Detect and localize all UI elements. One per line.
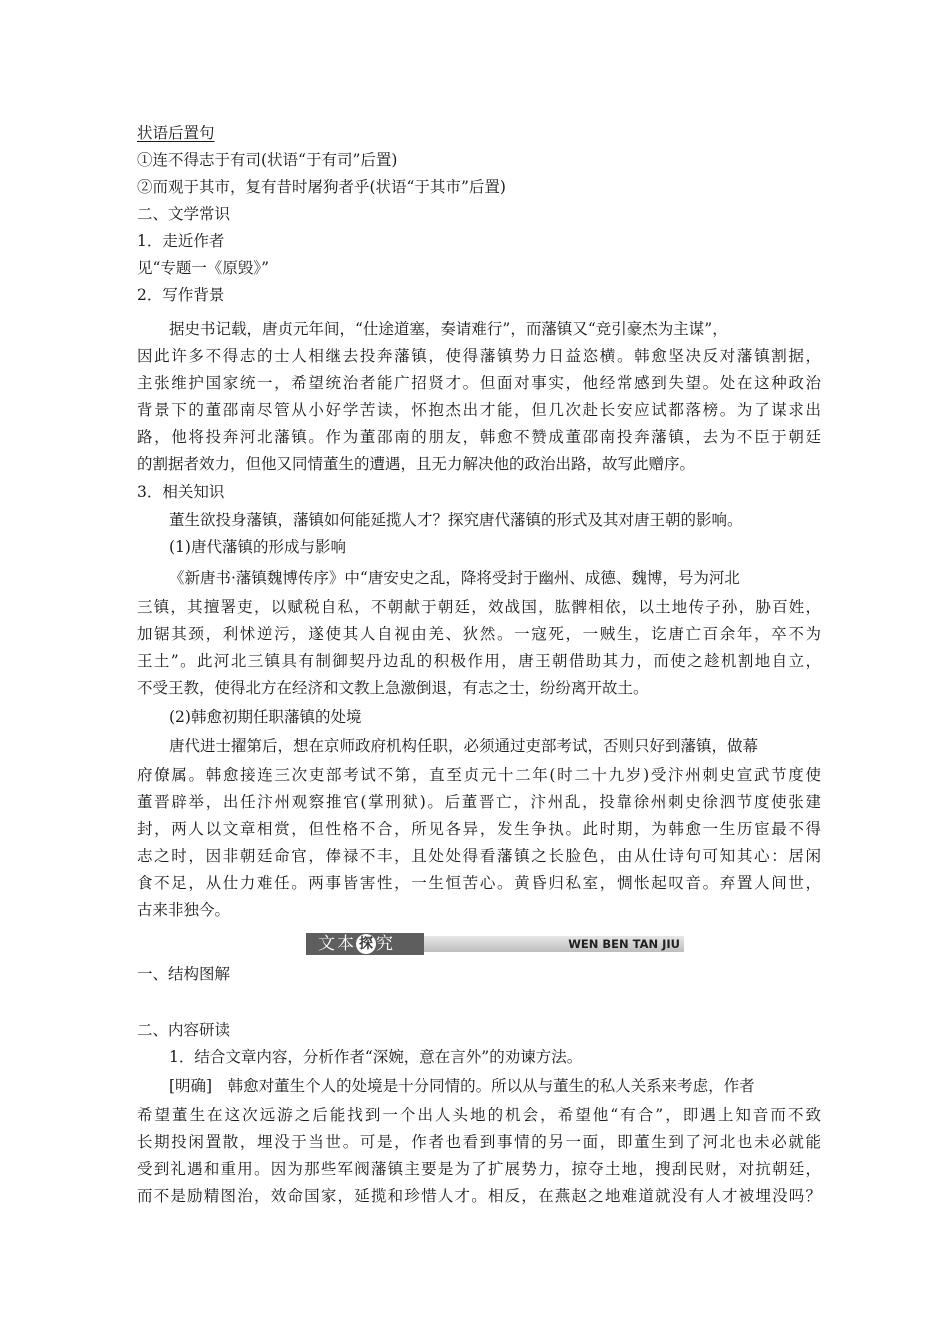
paragraph-line: 唐代进士擢第后，想在京师政府机构任职，必须通过吏部考试，否则只好到藩镇，做幕 xyxy=(169,737,759,755)
paragraph-line: 的割据者效力，但他又同情董生的遭遇，且无力解决他的政治出路，故写此赠序。 xyxy=(137,455,696,473)
subheading: 1．走近作者 xyxy=(137,232,225,250)
paragraph-line: 志之时，因非朝廷命官，俸禄不丰，且处处得看藩镇之长脸色，由从仕诗句可知其心：居闲 xyxy=(137,847,821,865)
paragraph-line: 加锯其颈，利怵逆污，遂使其人自视由羌、狄然。一寇死，一贼生，讫唐亡百余年，卒不为 xyxy=(137,625,821,643)
paragraph-line: 《新唐书·藩镇魏博传序》中“唐安史之乱，降将受封于幽州、成德、魏博，号为河北 xyxy=(169,569,740,587)
paragraph-line: 古来非独今。 xyxy=(137,901,231,919)
paragraph-line: 长期投闲置散，埋没于当世。可是，作者也看到事情的另一面，即董生到了河北也未必就能 xyxy=(137,1133,821,1151)
heading-adverbial-postposition: 状语后置句 xyxy=(137,124,215,142)
paragraph-line: 府僚属。韩愈接连三次吏部考试不第，直至贞元十二年(时二十九岁)受汴州刺史宣武节度使 xyxy=(137,766,821,784)
text-line: 见“专题一《原毁》” xyxy=(137,259,270,277)
banner-title-part2: 究 xyxy=(376,934,395,954)
section-heading: 二、内容研读 xyxy=(137,1021,231,1039)
paragraph-line: 封，两人以文章相赏，但性格不合，所见各异，发生争执。此时期，为韩愈一生历宦最不得 xyxy=(137,820,821,838)
subheading: (1)唐代藩镇的形成与影响 xyxy=(169,538,346,556)
banner-title-part1: 文本 xyxy=(318,934,356,954)
paragraph-line: 路，他将投奔河北藩镇。作为董邵南的朋友，韩愈不赞成董邵南投奔藩镇，去为不臣于朝廷 xyxy=(137,428,821,446)
example-line: ①连不得志于有司(状语“于有司”后置) xyxy=(137,151,398,169)
paragraph-line: 董晋辟举，出任汴州观察推官(掌刑狱)。后董晋亡，汴州乱，投靠徐州刺史徐泗节度使张建 xyxy=(137,793,821,811)
paragraph-line: 食不足，从仕力难任。两事皆害性，一生恒苦心。黄昏归私室，惆怅起叹音。弃置人间世， xyxy=(137,874,821,892)
paragraph-line: [明确] 韩愈对董生个人的处境是十分同情的。所以从与董生的私人关系来考虑，作者 xyxy=(169,1077,755,1095)
section-banner xyxy=(306,933,684,955)
paragraph-line: 主张维护国家统一，希望统治者能广招贤才。但面对事实，他经常感到失望。处在这种政治 xyxy=(137,374,821,392)
subheading: 2．写作背景 xyxy=(137,286,225,304)
paragraph-line: 据史书记载，唐贞元年间，“仕途道塞，奏请难行”，而藩镇又“竞引豪杰为主谋”， xyxy=(169,320,728,338)
paragraph-line: 因此许多不得志的士人相继去投奔藩镇，使得藩镇势力日益恣横。韩愈坚决反对藩镇割据， xyxy=(137,347,821,365)
question-line: 1．结合文章内容，分析作者“深婉，意在言外”的劝谏方法。 xyxy=(169,1048,583,1066)
paragraph-line: 受到礼遇和重用。因为那些军阀藩镇主要是为了扩展势力，掠夺土地，搜刮民财，对抗朝廷， xyxy=(137,1160,821,1178)
section-heading: 一、结构图解 xyxy=(137,965,231,983)
paragraph-line: 背景下的董邵南尽管从小好学苦读，怀抱杰出才能，但几次赴长安应试都落榜。为了谋求出 xyxy=(137,401,821,419)
paragraph-line: 不受王教，使得北方在经济和文教上急激倒退，有志之士，纷纷离开故土。 xyxy=(137,679,649,697)
banner-circle-char: 探 xyxy=(356,934,376,954)
paragraph-line: 而不是励精图治，效命国家，延揽和珍惜人才。相反，在燕赵之地难道就没有人才被埋没吗？ xyxy=(137,1187,821,1205)
subheading: (2)韩愈初期任职藩镇的处境 xyxy=(169,708,362,726)
example-line: ②而观于其市，复有昔时屠狗者乎(状语“于其市”后置) xyxy=(137,178,506,196)
banner-title xyxy=(306,933,424,955)
paragraph-line: 王土”。此河北三镇具有制御契丹边乱的积极作用，唐王朝借助其力，而使之趁机割地自立， xyxy=(137,652,821,670)
paragraph-line: 希望董生在这次远游之后能找到一个出人头地的机会，希望他“有合”，即遇上知音而不致 xyxy=(137,1106,821,1124)
banner-english: WEN BEN TAN JIU xyxy=(568,937,680,951)
subheading: 3．相关知识 xyxy=(137,483,225,501)
section-heading: 二、文学常识 xyxy=(137,205,231,223)
paragraph-line: 董生欲投身藩镇，藩镇如何能延揽人才？探究唐代藩镇的形式及其对唐王朝的影响。 xyxy=(169,511,743,529)
paragraph-line: 三镇，其擅署吏，以赋税自私，不朝献于朝廷，效战国，肱髀相依，以土地传子孙，胁百姓， xyxy=(137,598,821,616)
